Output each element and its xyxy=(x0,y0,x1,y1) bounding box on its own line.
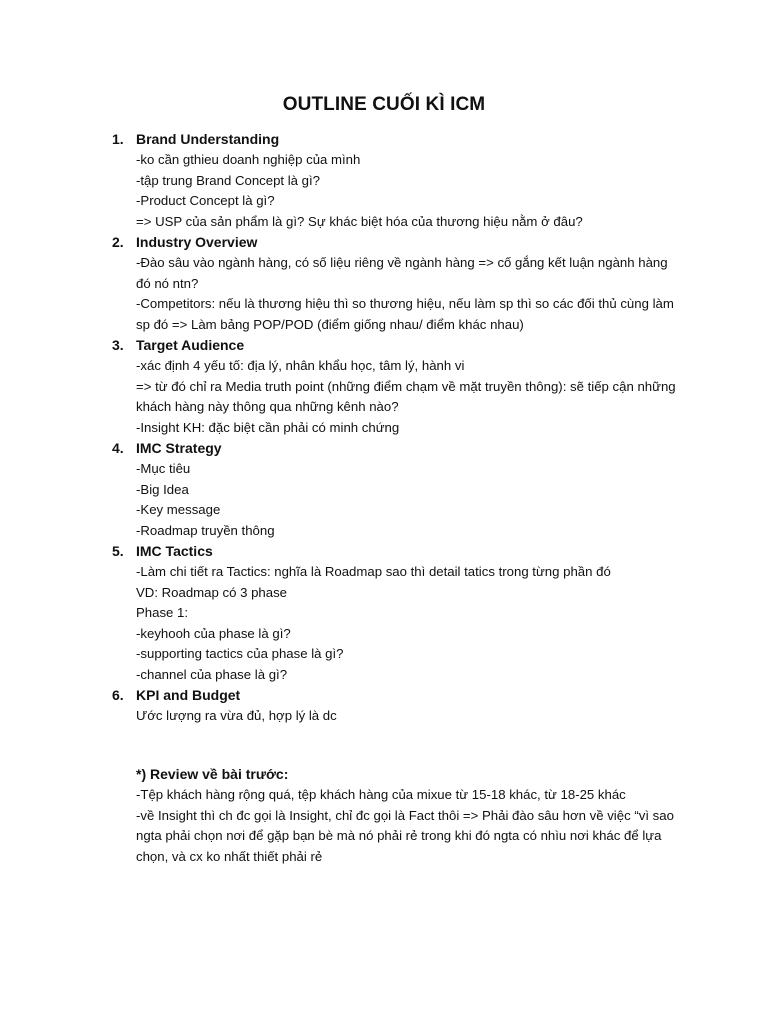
section-line: -Big Idea xyxy=(136,481,189,497)
section-line: -Roadmap truyền thông xyxy=(136,522,275,538)
section-title: IMC Tactics xyxy=(136,543,213,559)
section-line: -keyhooh của phase là gì? xyxy=(136,625,291,641)
section-title: IMC Strategy xyxy=(136,440,222,456)
section-line: VD: Roadmap có 3 phase xyxy=(136,584,288,600)
review-block xyxy=(136,764,686,867)
review-line: -Tệp khách hàng rộng quá, tệp khách hàng của mixue từ 15-18 khác, từ 18-25 khác xyxy=(136,787,626,802)
section-line: -tập trung Brand Concept là gì? xyxy=(136,172,321,188)
review-heading: *) Review về bài trước: xyxy=(136,766,289,782)
section-line: -Mục tiêu xyxy=(136,461,191,476)
section-number: 1. xyxy=(112,131,124,147)
section-number: 5. xyxy=(112,543,124,559)
section-heading xyxy=(100,685,680,706)
section-line: -Đào sâu vào ngành hàng, có số liệu riêng về ngành hàng => cố gắng kết luận ngành hàng đó nó ntn? xyxy=(136,255,668,291)
outline-section-kpi-budget xyxy=(100,685,680,727)
section-line: Phase 1: xyxy=(136,605,189,620)
section-line: -Key message xyxy=(136,502,221,517)
section-line: -ko cần gthieu doanh nghiệp của mình xyxy=(136,152,361,167)
section-number: 4. xyxy=(112,440,124,456)
section-heading xyxy=(100,335,680,356)
section-line: -xác định 4 yếu tố: địa lý, nhân khẩu học, tâm lý, hành vi xyxy=(136,358,465,373)
section-number: 6. xyxy=(112,687,124,703)
section-line: -Insight KH: đặc biệt cần phải có minh chứng xyxy=(136,419,400,435)
section-line: => từ đó chỉ ra Media truth point (những điểm chạm về mặt truyền thông): sẽ tiếp cận những khách hàng này thông qua những kênh nào? xyxy=(136,378,676,414)
outline-section-imc-strategy xyxy=(100,438,680,541)
section-line: -Product Concept là gì? xyxy=(136,193,275,208)
section-title: Target Audience xyxy=(136,337,245,353)
review-line: -về Insight thì ch đc gọi là Insight, chỉ đc gọi là Fact thôi => Phải đào sâu hơn về việc “vì sao ngta phải chọn nơi để gặp bạn bè mà nó phải rẻ trong khi đó ngta có nhìu nơi khác để lựa chọn, và cx ko nhất thiết phải rẻ xyxy=(136,807,674,864)
section-line: Ước lượng ra vừa đủ, hợp lý là dc xyxy=(136,708,337,723)
outline-section-target-audience xyxy=(100,335,680,438)
section-number: 3. xyxy=(112,337,124,353)
outline-section-brand-understanding xyxy=(100,129,680,232)
section-heading xyxy=(100,232,680,253)
section-line: -Làm chi tiết ra Tactics: nghĩa là Roadmap sao thì detail tatics trong từng phần đó xyxy=(136,564,611,579)
document-title: OUTLINE CUỐI KÌ ICM xyxy=(282,94,486,115)
section-line: => USP của sản phẩm là gì? Sự khác biệt hóa của thương hiệu nằm ở đâu? xyxy=(136,213,583,229)
section-title: KPI and Budget xyxy=(136,687,241,703)
section-title: Industry Overview xyxy=(136,234,258,250)
section-heading xyxy=(100,129,680,150)
outline-section-imc-tactics xyxy=(100,541,680,685)
section-line: -channel của phase là gì? xyxy=(136,666,288,682)
section-heading xyxy=(100,438,680,459)
section-line: -supporting tactics của phase là gì? xyxy=(136,646,344,661)
section-line: -Competitors: nếu là thương hiệu thì so thương hiệu, nếu làm sp thì so các đối thủ cùng làm sp đó => Làm bảng POP/POD (điểm giống nhau/ điểm khác nhau) xyxy=(136,296,674,332)
section-number: 2. xyxy=(112,234,124,250)
section-heading xyxy=(100,541,680,562)
outline-section-industry-overview xyxy=(100,232,680,335)
section-title: Brand Understanding xyxy=(136,131,280,147)
outline-list xyxy=(100,129,680,727)
